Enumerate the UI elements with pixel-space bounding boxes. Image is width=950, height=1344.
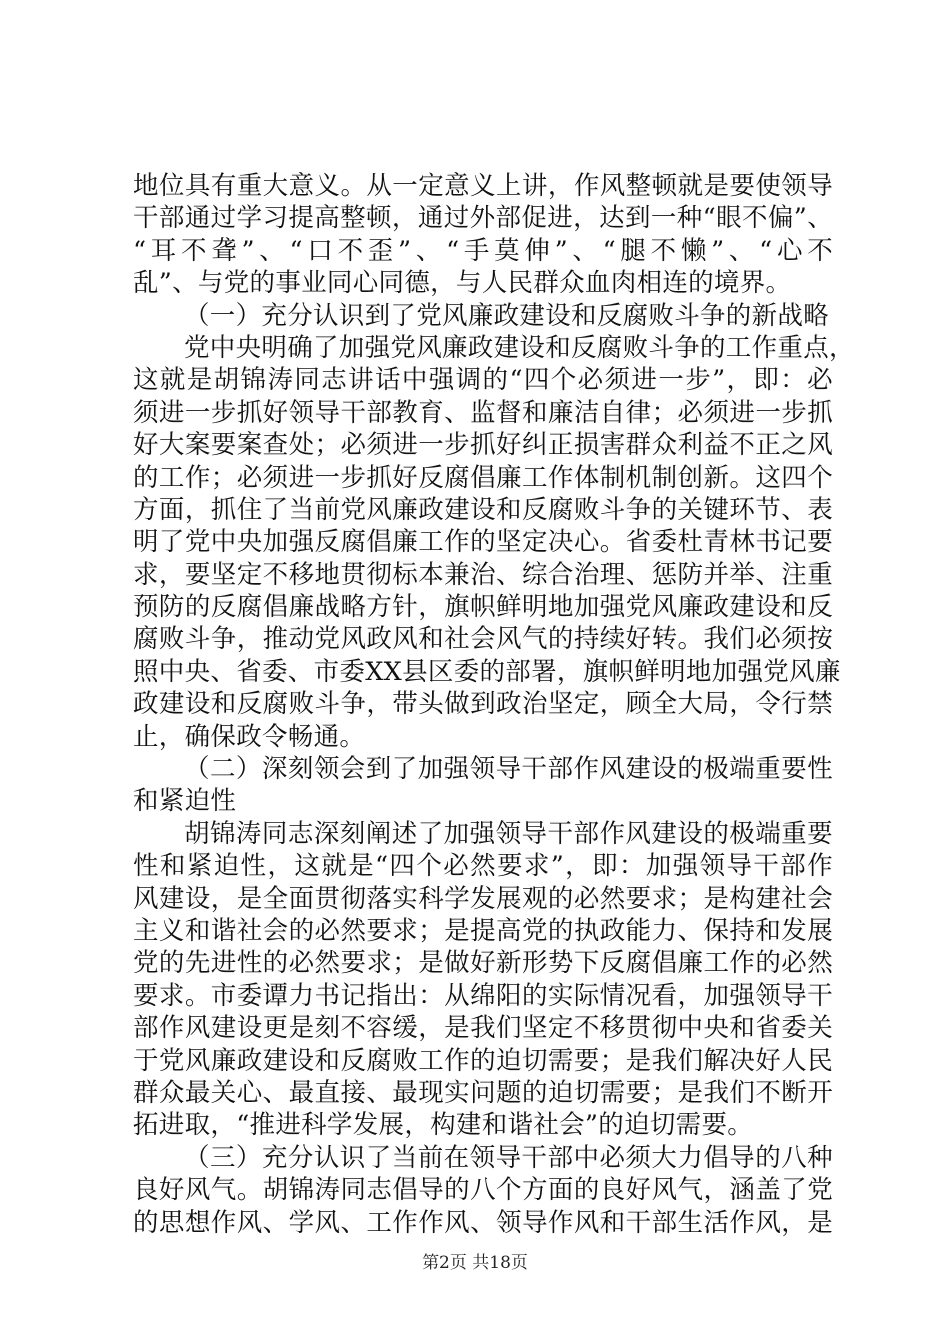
- text-line: 求，要坚定不移地贯彻标本兼治、综合治理、惩防并举、注重: [133, 559, 833, 590]
- text-line: 须进一步抓好领导干部教育、监督和廉洁自律；必须进一步抓: [133, 397, 833, 428]
- text-line: 明了党中央加强反腐倡廉工作的坚定决心。省委杜青林书记要: [133, 527, 833, 558]
- text-line: 党的先进性的必然要求；是做好新形势下反腐倡廉工作的必然: [133, 948, 833, 979]
- section-heading-3: （三）充分认识了当前在领导干部中必须大力倡导的八种: [184, 1142, 833, 1173]
- text-line: 要求。市委谭力书记指出：从绵阳的实际情况看，加强领导干: [133, 980, 833, 1011]
- text-line: “耳不聋”、“口不歪”、“手莫伸”、“腿不懒”、“心不: [133, 235, 833, 266]
- text-line: 胡锦涛同志深刻阐述了加强领导干部作风建设的极端重要: [184, 818, 833, 849]
- section-heading-1: （一）充分认识到了党风廉政建设和反腐败斗争的新战略: [184, 300, 830, 331]
- text-line: 的工作；必须进一步抓好反腐倡廉工作体制机制创新。这四个: [133, 462, 833, 493]
- body-text: [133, 170, 855, 1239]
- text-line: 的思想作风、学风、工作作风、领导作风和干部生活作风，是: [133, 1207, 833, 1238]
- text-line: 性和紧迫性，这就是“四个必然要求”，即：加强领导干部作: [133, 851, 833, 882]
- text-line: 拓进取，“推进科学发展，构建和谐社会”的迫切需要。: [133, 1110, 754, 1141]
- text-line: 腐败斗争，推动党风政风和社会风气的持续好转。我们必须按: [133, 624, 833, 655]
- text-line: 地位具有重大意义。从一定意义上讲，作风整顿就是要使领导: [133, 171, 833, 201]
- text-line: 止，确保政令畅通。: [133, 721, 366, 752]
- text-line: 方面，抓住了当前党风廉政建设和反腐败斗争的关键环节、表: [133, 494, 833, 525]
- text-line: 预防的反腐倡廉战略方针，旗帜鲜明地加强党风廉政建设和反: [133, 592, 833, 623]
- text-line: 好大案要案查处；必须进一步抓好纠正损害群众利益不正之风: [133, 430, 833, 461]
- text-line: 乱”、与党的事业同心同德，与人民群众血肉相连的境界。: [133, 268, 792, 299]
- text-line: 主义和谐社会的必然要求；是提高党的执政能力、保持和发展: [133, 915, 833, 946]
- text-line: 党中央明确了加强党风廉政建设和反腐败斗争的工作重点，: [184, 332, 855, 363]
- text-line: 良好风气。胡锦涛同志倡导的八个方面的良好风气，涵盖了党: [133, 1175, 833, 1206]
- text-line: 风建设，是全面贯彻落实科学发展观的必然要求；是构建社会: [133, 883, 833, 914]
- section-heading-2: （二）深刻领会到了加强领导干部作风建设的极端重要性: [184, 754, 833, 785]
- section-heading-2-cont: 和紧迫性: [133, 786, 237, 817]
- text-line: 政建设和反腐败斗争，带头做到政治坚定，顾全大局，令行禁: [133, 689, 833, 720]
- page-number-footer: 第2页 共18页: [422, 1253, 528, 1273]
- text-line: 部作风建设更是刻不容缓，是我们坚定不移贯彻中央和省委关: [133, 1013, 833, 1044]
- text-line: 干部通过学习提高整顿，通过外部促进，达到一种“眼不偏”、: [133, 203, 833, 234]
- text-line: 照中央、省委、市委XX县区委的部署，旗帜鲜明地加强党风廉: [133, 656, 841, 687]
- text-line: 于党风廉政建设和反腐败工作的迫切需要；是我们解决好人民: [133, 1045, 833, 1076]
- text-line: 这就是胡锦涛同志讲话中强调的“四个必须进一步”，即：必: [133, 365, 833, 396]
- text-line: 群众最关心、最直接、最现实问题的迫切需要；是我们不断开: [133, 1077, 833, 1108]
